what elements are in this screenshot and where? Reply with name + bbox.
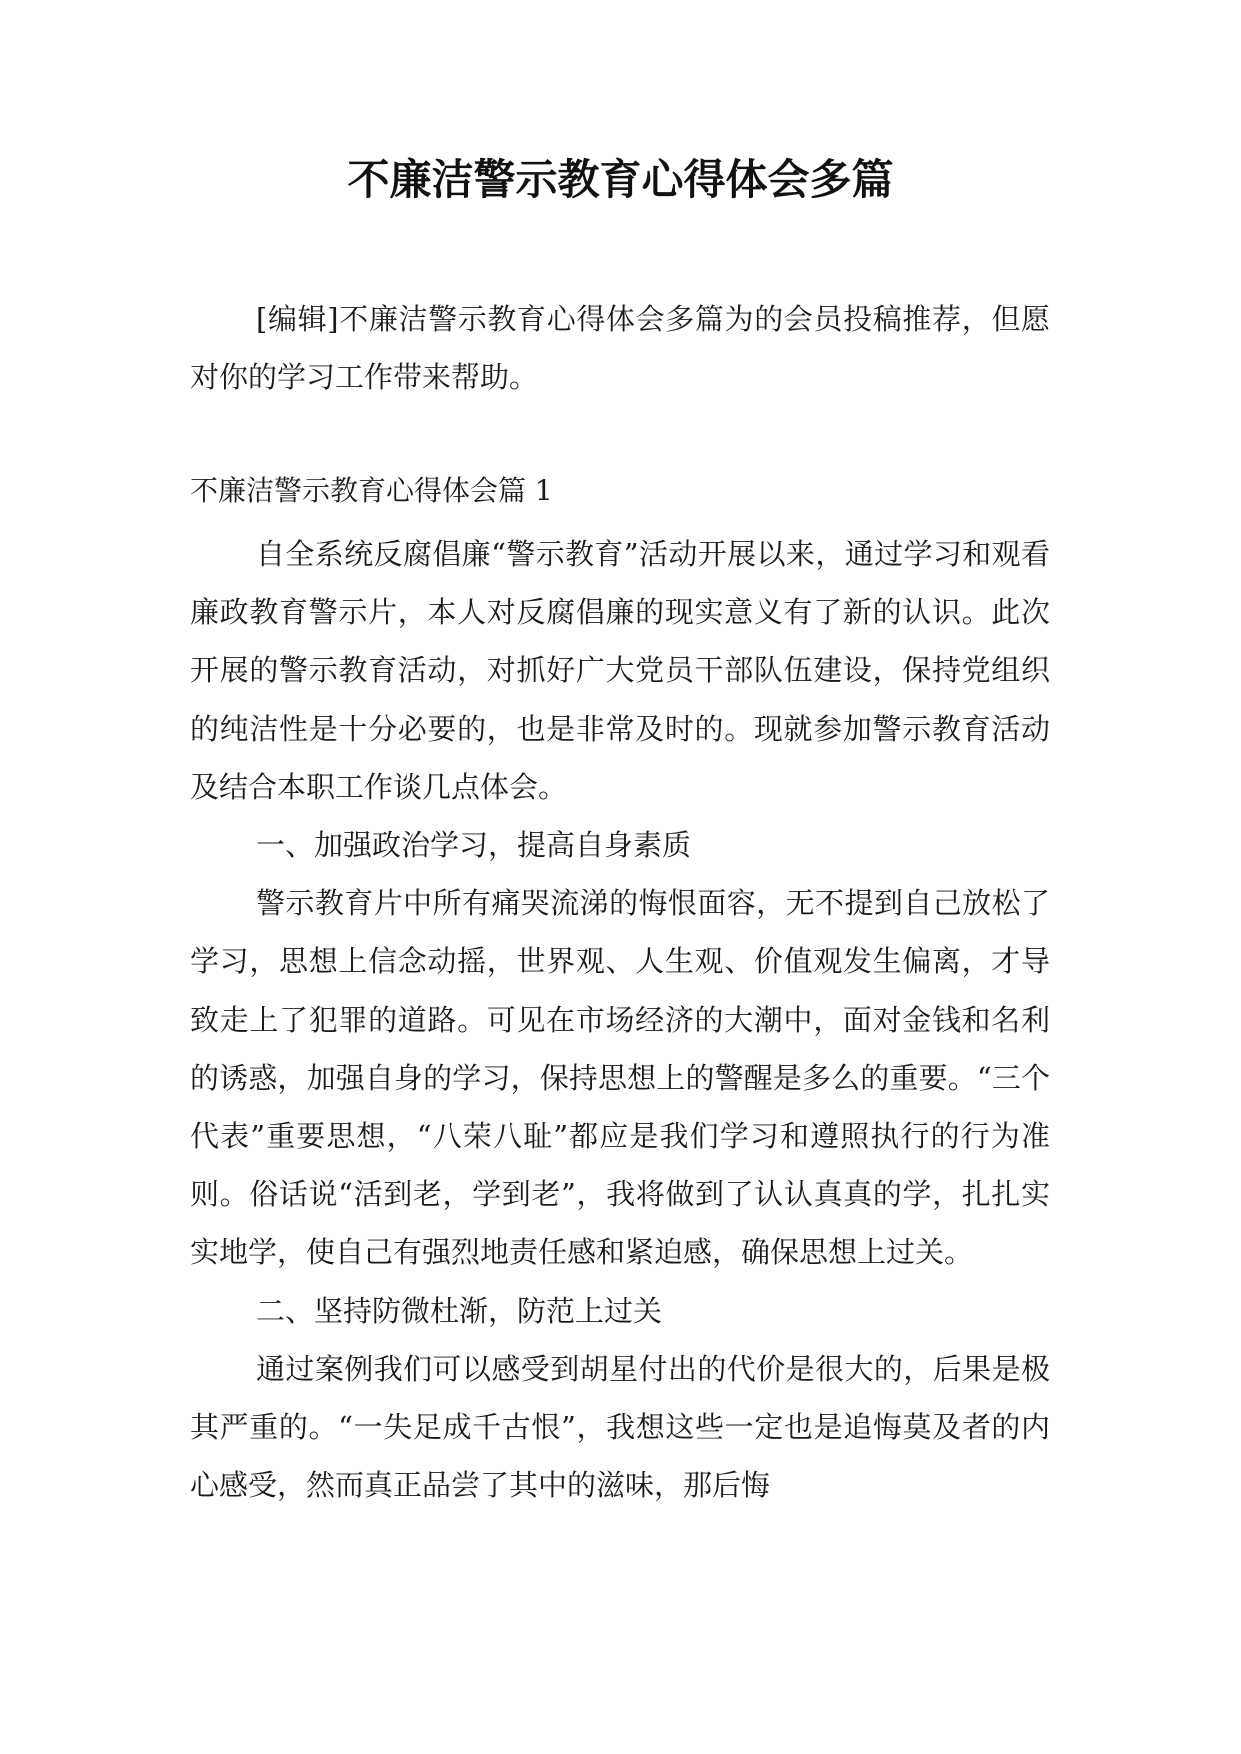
- document-body: [190, 525, 1050, 1514]
- section-heading: 不廉洁警示教育心得体会篇 1: [190, 474, 553, 507]
- subheading-paragraph: 一、加强政治学习，提高自身素质: [256, 828, 692, 863]
- document-title: 不廉洁警示教育心得体会多篇: [347, 155, 894, 204]
- intro-paragraph: [编辑]不廉洁警示教育心得体会多篇为的会员投稿推荐，但愿对你的学习工作带来帮助。: [190, 302, 1050, 394]
- body-paragraph: 通过案例我们可以感受到胡星付出的代价是很大的，后果是极其严重的。“一失足成千古恨”，我想这些一定也是追悔莫及者的内心感受，然而真正品尝了其中的滋味，那后悔: [190, 1351, 1050, 1503]
- subheading-paragraph: 二、坚持防微杜渐，防范上过关: [256, 1293, 663, 1328]
- body-paragraph: 自全系统反腐倡廉“警示教育”活动开展以来，通过学习和观看廉政教育警示片，本人对反腐倡廉的现实意义有了新的认识。此次开展的警示教育活动，对抓好广大党员干部队伍建设，保持党组织的纯洁性是十分必要的，也是非常及时的。现就参加警示教育活动及结合本职工作谈几点体会。: [190, 537, 1050, 804]
- body-paragraph: 警示教育片中所有痛哭流涕的悔恨面容，无不提到自己放松了学习，思想上信念动摇，世界观、人生观、价值观发生偏离，才导致走上了犯罪的道路。可见在市场经济的大潮中，面对金钱和名利的诱惑，加强自身的学习，保持思想上的警醒是多么的重要。“三个代表”重要思想，“八荣八耻”都应是我们学习和遵照执行的行为准则。俗话说“活到老，学到老”，我将做到了认认真真的学，扎扎实实地学，使自己有强烈地责任感和紧迫感，确保思想上过关。: [190, 886, 1050, 1270]
